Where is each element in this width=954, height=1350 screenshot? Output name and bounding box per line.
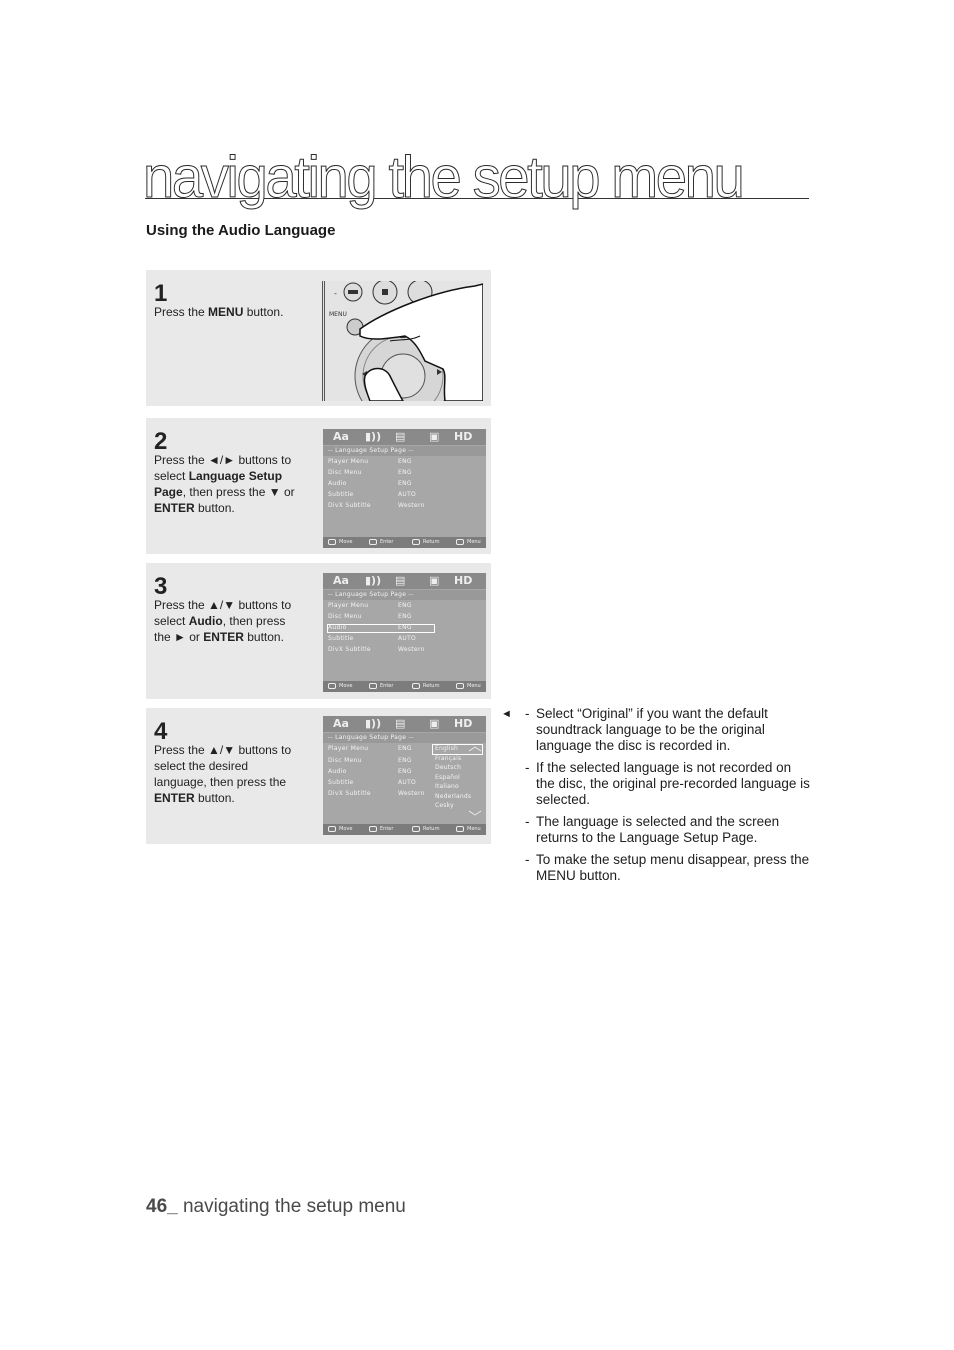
audio-speaker-icon: ▮)) — [365, 574, 382, 587]
step-instruction: Press the ◄/► buttons to select Language Setup Page, then press the ▼ or ENTER button. — [154, 453, 295, 515]
osd-help-bar: Move Enter Return Menu — [323, 681, 486, 692]
menu-icon — [456, 683, 464, 689]
language-setup-osd: Aa ▮)) ▤ ▣ HD -- Language Setup Page -- Player Menu ENG Disc Menu ENG Audio ENG Subtitle AUTO DivX Subtitle Western Move Enter Return Menu — [323, 573, 486, 692]
note-item: - To make the setup menu disappear, press the MENU button. — [525, 852, 810, 883]
svg-text:-: - — [334, 289, 337, 298]
osd-page-label: -- Language Setup Page -- — [323, 733, 486, 743]
display-screen-icon: ▤ — [395, 430, 406, 443]
enter-icon — [369, 539, 377, 545]
step-1-panel — [146, 270, 491, 406]
step-number: 3 — [154, 573, 168, 600]
move-icon — [328, 826, 336, 832]
display-screen-icon: ▤ — [395, 717, 406, 730]
enter-icon — [369, 683, 377, 689]
note-pointer-icon: ◄ — [501, 708, 512, 720]
return-icon — [412, 539, 420, 545]
note-item: - If the selected language is not recorded on the disc, the original pre-recorded language is selected. — [525, 760, 810, 807]
remote-control-illustration — [322, 281, 483, 401]
step-3-panel — [146, 563, 491, 699]
scroll-up-icon — [468, 746, 482, 752]
move-icon — [328, 539, 336, 545]
hand-pressing-menu-button-icon — [325, 281, 483, 401]
step-instruction: Press the ▲/▼ buttons to select the desired language, then press the ENTER button. — [154, 743, 292, 805]
language-tab-icon: Aa — [333, 574, 349, 587]
audio-speaker-icon: ▮)) — [365, 717, 382, 730]
move-icon — [328, 683, 336, 689]
lock-icon: ▣ — [429, 717, 440, 730]
lock-icon: ▣ — [429, 574, 440, 587]
scroll-down-icon — [468, 810, 482, 816]
language-option[interactable]: Nederlands — [435, 792, 472, 800]
step-instruction: Press the MENU button. — [154, 305, 284, 319]
language-option[interactable]: Français — [435, 754, 462, 762]
language-option[interactable]: Italiano — [435, 783, 459, 790]
language-setup-osd: Aa ▮)) ▤ ▣ HD -- Language Setup Page -- Player Menu ENG Disc Menu ENG Audio ENG Subtitle AUTO DivX Subtitle Western Move Enter Return Menu — [323, 429, 486, 548]
page-title-text: navigating the setup menu — [143, 145, 743, 210]
hd-icon: HD — [454, 574, 473, 587]
hd-icon: HD — [454, 430, 473, 443]
language-setup-osd: Aa ▮)) ▤ ▣ HD -- Language Setup Page -- Player Menu ENG Disc Menu ENG Audio ENG Subtitle AUTO DivX Subtitle Western English Français Deutsch Español Italiano Nederlands Cesky Move Enter Return Menu — [323, 716, 486, 835]
osd-tab-bar — [323, 573, 486, 589]
audio-speaker-icon: ▮)) — [365, 430, 382, 443]
step-2-panel — [146, 418, 491, 554]
step-instruction: Press the ▲/▼ buttons to select Audio, then press the ► or ENTER button. — [154, 598, 292, 644]
return-icon — [412, 683, 420, 689]
enter-icon — [369, 826, 377, 832]
osd-help-bar: Move Enter Return Menu — [323, 824, 486, 835]
osd-help-bar: Move Enter Return Menu — [323, 537, 486, 548]
language-option[interactable]: English — [435, 745, 459, 752]
step-4-panel — [146, 708, 491, 844]
language-options-list — [433, 744, 483, 811]
osd-selection-highlight — [327, 624, 435, 633]
language-option[interactable]: Español — [435, 773, 460, 781]
return-icon — [412, 826, 420, 832]
osd-page-label: -- Language Setup Page -- — [323, 446, 486, 456]
section-title: Using the Audio Language — [146, 222, 336, 239]
page-title — [143, 138, 809, 210]
menu-icon — [456, 826, 464, 832]
osd-page-label: -- Language Setup Page -- — [323, 590, 486, 600]
footer-label: navigating the setup menu — [177, 1196, 406, 1217]
menu-icon — [456, 539, 464, 545]
language-option[interactable]: Deutsch — [435, 764, 462, 771]
hd-icon: HD — [454, 717, 473, 730]
lock-icon: ▣ — [429, 430, 440, 443]
display-screen-icon: ▤ — [395, 574, 406, 587]
note-item: - The language is selected and the screen returns to the Language Setup Page. — [525, 814, 780, 845]
notes-list — [501, 706, 811, 890]
svg-text:MENU: MENU — [329, 311, 347, 318]
osd-tab-bar — [323, 429, 486, 445]
language-option[interactable]: Cesky — [435, 802, 454, 809]
page-number: 46_ — [146, 1196, 178, 1217]
language-tab-icon: Aa — [333, 717, 349, 730]
page-footer — [146, 1196, 406, 1218]
step-number: 4 — [154, 718, 168, 745]
step-number: 1 — [154, 280, 168, 307]
note-item: - Select “Original” if you want the default soundtrack language to be the original language the disc is recorded in. — [525, 706, 768, 753]
osd-tab-bar — [323, 716, 486, 732]
step-number: 2 — [154, 428, 168, 455]
language-tab-icon: Aa — [333, 430, 349, 443]
